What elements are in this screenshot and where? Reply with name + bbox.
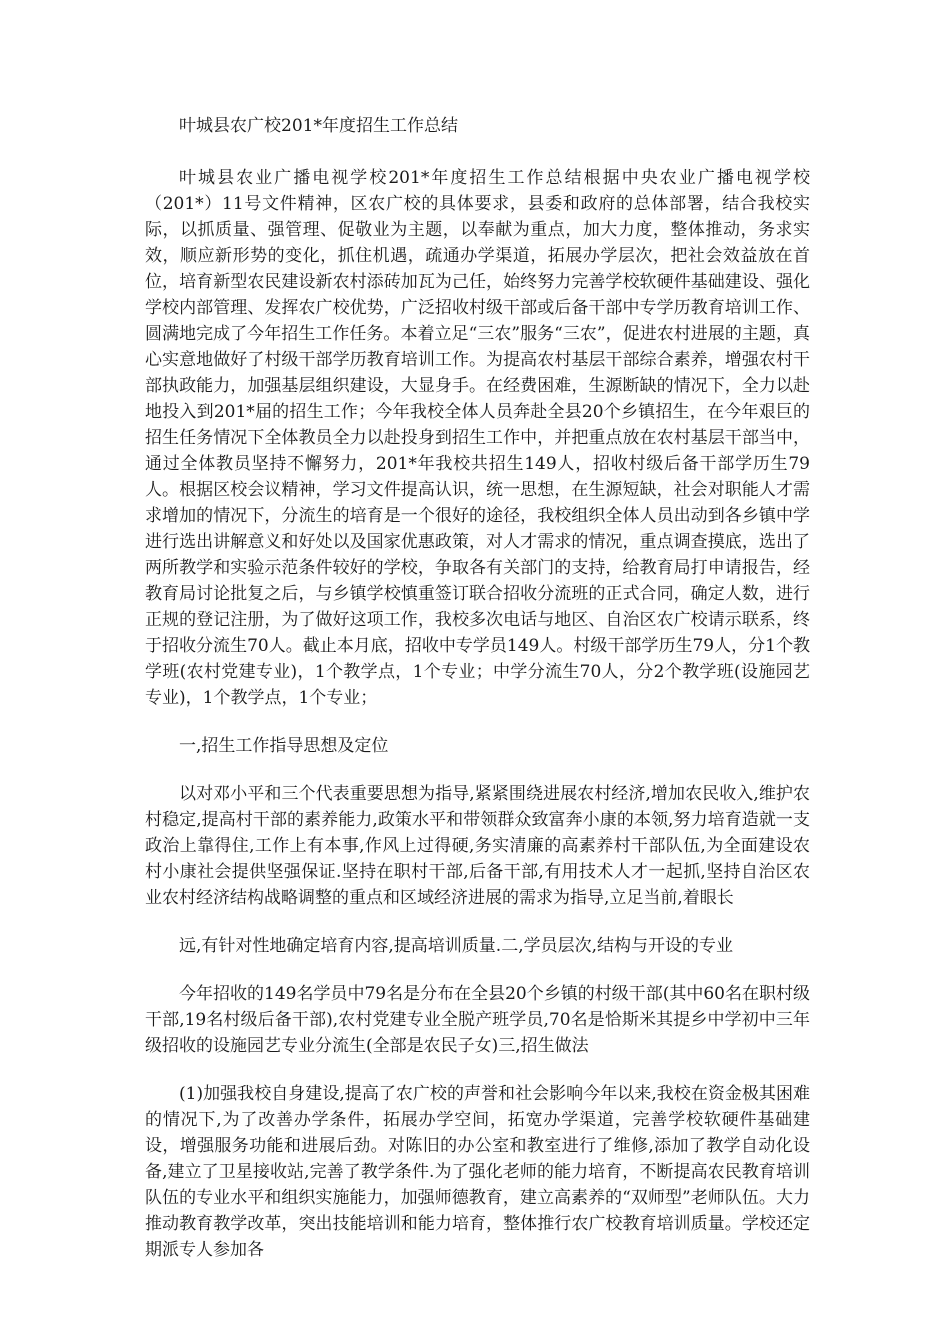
section-heading-guiding-ideology: 一,招生工作指导思想及定位 (179, 736, 389, 756)
paragraph-enrollment-numbers: 今年招收的149名学员中79名是分布在全县20个乡镇的村级干部(其中60名在职村级干部,19名村级后备干部),农村党建专业全脱产班学员,70名是恰斯米其提乡中学初中三年级招收的设施园艺专业分流生(全部是农民子女)三,招生做法 (145, 984, 810, 1056)
document-title: 叶城县农广校201*年度招生工作总结 (179, 116, 458, 136)
document-body (145, 113, 810, 1285)
paragraph-school-construction: (1)加强我校自身建设,提高了农广校的声誉和社会影响今年以来,我校在资金极其困难的情况下,为了改善办学条件，拓展办学空间，拓宽办学渠道，完善学校软硬件基础建设，增强服务功能和进展后劲。对陈旧的办公室和教室进行了维修,添加了教学自动化设备,建立了卫星接收站,完善了教学条件.为了强化老师的能力培育，不断提高农民教育培训队伍的专业水平和组织实施能力，加强师德教育，建立高素养的“双师型”老师队伍。大力推动教育教学改革，突出技能培训和能力培育，整体推行农广校教育培训质量。学校还定期派专人参加各 (145, 1084, 810, 1260)
paragraph-student-levels: 远,有针对性地确定培育内容,提高培训质量.二,学员层次,结构与开设的专业 (179, 936, 734, 956)
paragraph-guiding-ideology: 以对邓小平和三个代表重要思想为指导,紧紧围绕进展农村经济,增加农民收入,维护农村稳定,提高村干部的素养能力,政策水平和带领群众致富奔小康的本领,努力培育造就一支政治上靠得住,工作上有本事,作风上过得硬,务实清廉的高素养村干部队伍,为全面建设农村小康社会提供坚强保证.坚持在职村干部,后备干部,有用技术人才一起抓,坚持自治区农业农村经济结构战略调整的重点和区域经济进展的需求为指导,立足当前,着眼长 (145, 784, 810, 908)
paragraph-intro: 叶城县农业广播电视学校201*年度招生工作总结根据中央农业广播电视学校（201*）11号文件精神，区农广校的具体要求，县委和政府的总体部署，结合我校实际，以抓质量、强管理、促敬业为主题，以奉献为重点，加大力度，整体推动，务求实效，顺应新形势的变化，抓住机遇，疏通办学渠道，拓展办学层次，把社会效益放在首位，培育新型农民建设新农村添砖加瓦为己任，始终努力完善学校软硬件基础建设、强化学校内部管理、发挥农广校优势，广泛招收村级干部或后备干部中专学历教育培训工作、圆满地完成了今年招生工作任务。本着立足“三农”服务“三农”，促进农村进展的主题，真心实意地做好了村级干部学历教育培训工作。为提高农村基层干部综合素养，增强农村干部执政能力，加强基层组织建设，大显身手。在经费困难，生源断缺的情况下，全力以赴地投入到201*届的招生工作；今年我校全体人员奔赴全县20个乡镇招生，在今年艰巨的招生任务情况下全体教员全力以赴投身到招生工作中，并把重点放在农村基层干部当中，通过全体教员坚持不懈努力，201*年我校共招生149人，招收村级后备干部学历生79人。根据区校会议精神，学习文件提高认识，统一思想，在生源短缺，社会对职能人才需求增加的情况下，分流生的培育是一个很好的途径，我校组织全体人员出动到各乡镇中学进行选出讲解意义和好处以及国家优惠政策，对人才需求的情况，重点调查摸底，选出了两所教学和实验示范条件较好的学校，争取各有关部门的支持，给教育局打申请报告，经教育局讨论批复之后，与乡镇学校慎重签订联合招收分流班的正式合同，确定人数，进行正规的登记注册，为了做好这项工作，我校多次电话与地区、自治区农广校请示联系，终于招收分流生70人。截止本月底，招收中专学员149人。村级干部学历生79人，分1个教学班(农村党建专业)，1个教学点，1个专业；中学分流生70人，分2个教学班(设施园艺专业)，1个教学点，1个专业； (145, 168, 810, 708)
